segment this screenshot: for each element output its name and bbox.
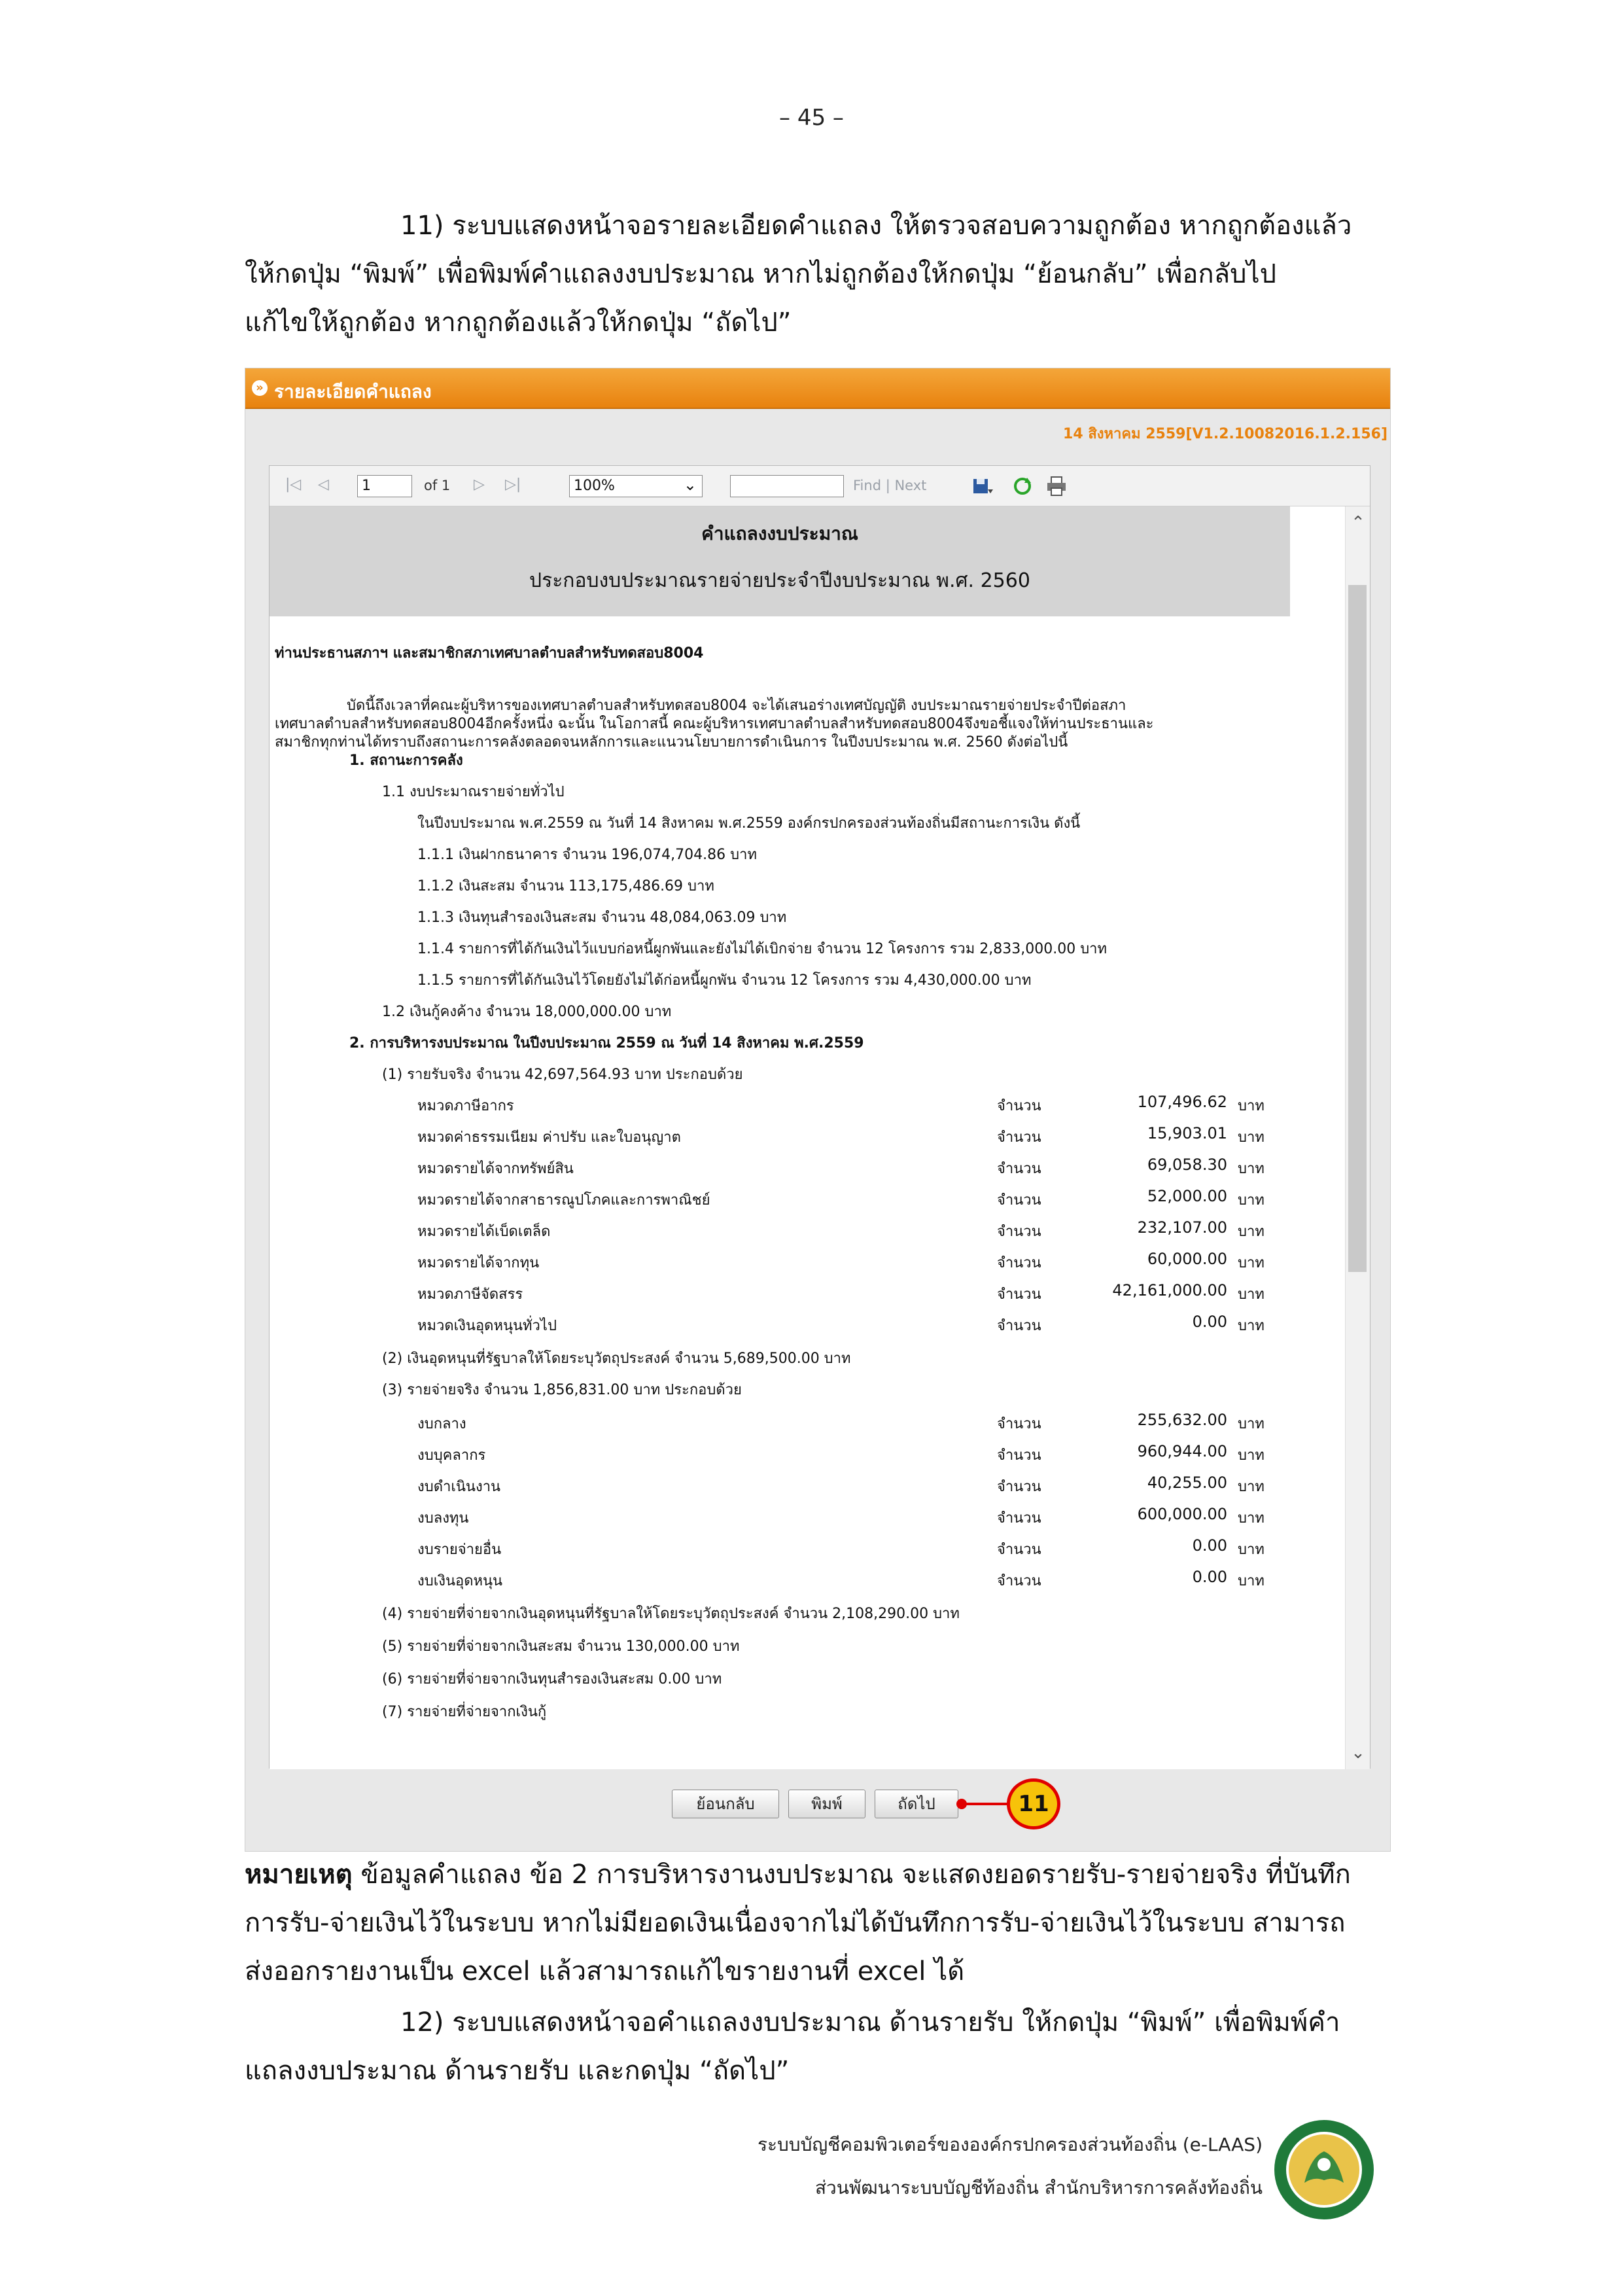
expense-amount: 960,944.00: [1137, 1442, 1227, 1460]
income-amount: 42,161,000.00: [1112, 1281, 1227, 1299]
step-12-paragraph: [245, 1998, 1386, 2095]
refresh-icon[interactable]: [1011, 475, 1034, 497]
income-unit: บาท: [1238, 1224, 1265, 1240]
income-label: หมวดรายได้จากทุน: [417, 1255, 540, 1271]
expense-word: จำนวน: [997, 1416, 1041, 1432]
section-1-1-4: 1.1.4 รายการที่ได้กันเงินไว้แบบก่อหนี้ผูกพันและยังไม่ได้เบิกจ่าย จำนวน 12 โครงการ รวม 2,833,000.00 บาท: [417, 941, 1108, 957]
expense-word: จำนวน: [997, 1542, 1041, 1558]
find-next-link[interactable]: Find | Next: [853, 478, 927, 493]
expense-label: งบบุคลากร: [417, 1447, 486, 1464]
scroll-thumb[interactable]: [1348, 585, 1367, 1272]
body-line-1: บัดนี้ถึงเวลาที่คณะผู้บริหารของเทศบาลตำบลสำหรับทดสอบ8004 จะได้เสนอร่างเทศบัญญัติ งบประมาณรายจ่ายประจำปีต่อสภา: [347, 698, 1126, 714]
next-page-icon[interactable]: ▷: [474, 476, 485, 493]
expense-word: จำนวน: [997, 1479, 1041, 1495]
chevron-right-icon: »: [252, 380, 268, 396]
report-content: [270, 506, 1346, 1769]
section-1-heading: 1. สถานะการคลัง: [349, 752, 463, 769]
section-1-1-1: 1.1.1 เงินฝากธนาคาร จำนวน 196,074,704.86 บาท: [417, 847, 757, 863]
body-line-3: สมาชิกทุกท่านได้ทราบถึงสถานะการคลังตลอดจนหลักการและแนวนโยบายการดำเนินการ ในปีงบประมาณ พ.ศ. 2560 ดังต่อไปนี้: [275, 734, 1068, 751]
expense-amount: 600,000.00: [1137, 1505, 1227, 1523]
footer-system-name: ระบบบัญชีคอมพิวเตอร์ขององค์กรปกครองส่วนท้องถิ่น (e-LAAS): [757, 2134, 1263, 2155]
note-line-2: การรับ-จ่ายเงินไว้ในระบบ หากไม่มียอดเงินเนื่องจากไม่ได้บันทึกการรับ-จ่ายเงินไว้ในระบบ สามารถ: [245, 1908, 1346, 1938]
income-word: จำนวน: [997, 1129, 1041, 1146]
income-word: จำนวน: [997, 1224, 1041, 1240]
note-line-3: ส่งออกรายงานเป็น excel แล้วสามารถแก้ไขรายงานที่ excel ได้: [245, 1956, 965, 1987]
last-page-icon[interactable]: ▷|: [505, 476, 521, 493]
expense-unit: บาท: [1238, 1447, 1265, 1464]
expense-word: จำนวน: [997, 1510, 1041, 1527]
expense-word: จำนวน: [997, 1447, 1041, 1464]
panel-title: รายละเอียดคำแถลง: [274, 381, 432, 402]
step-11-line-2: ให้กดปุ่ม “พิมพ์” เพื่อพิมพ์คำแถลงงบประมาณ หากไม่ถูกต้องให้กดปุ่ม “ย้อนกลับ” เพื่อกลับไป: [245, 259, 1277, 289]
callout-line: [960, 1803, 1011, 1805]
page-count-label: of 1: [424, 478, 451, 493]
footer-department: ส่วนพัฒนาระบบบัญชีท้องถิ่น สำนักบริหารการคลังท้องถิ่น: [814, 2177, 1263, 2199]
expense-amount: 0.00: [1192, 1536, 1227, 1555]
section-2-5: (5) รายจ่ายที่จ่ายจากเงินสะสม จำนวน 130,000.00 บาท: [382, 1638, 740, 1655]
income-word: จำนวน: [997, 1161, 1041, 1177]
income-amount: 232,107.00: [1137, 1218, 1227, 1237]
note-line-1-text: ข้อมูลคำแถลง ข้อ 2 การบริหารงานงบประมาณ จะแสดงยอดรายรับ-รายจ่ายจริง ที่บันทึก: [352, 1860, 1351, 1890]
income-unit: บาท: [1238, 1286, 1265, 1303]
report-toolbar: [270, 466, 1370, 506]
report-title: คำแถลงงบประมาณ: [701, 523, 858, 544]
income-label: หมวดรายได้เบ็ดเตล็ด: [417, 1224, 551, 1240]
income-amount: 15,903.01: [1147, 1124, 1227, 1142]
income-word: จำนวน: [997, 1255, 1041, 1271]
find-input[interactable]: [730, 475, 844, 497]
report-subtitle: ประกอบงบประมาณรายจ่ายประจำปีงบประมาณ พ.ศ. 2560: [529, 569, 1030, 592]
report-scrollbar[interactable]: [1345, 506, 1370, 1769]
next-button[interactable]: ถัดไป: [875, 1790, 958, 1818]
first-page-icon[interactable]: |◁: [285, 476, 302, 493]
income-label: หมวดรายได้จากสาธารณูปโภคและการพาณิชย์: [417, 1192, 710, 1209]
income-amount: 60,000.00: [1147, 1250, 1227, 1268]
print-button[interactable]: พิมพ์: [788, 1790, 865, 1818]
section-1-1-2: 1.1.2 เงินสะสม จำนวน 113,175,486.69 บาท: [417, 878, 714, 894]
report-viewer: [269, 465, 1370, 1769]
print-icon[interactable]: [1045, 475, 1068, 497]
expense-amount: 255,632.00: [1137, 1411, 1227, 1429]
step-11-line-1: 11) ระบบแสดงหน้าจอรายละเอียดคำแถลง ให้ตรวจสอบความถูกต้อง หากถูกต้องแล้ว: [400, 211, 1352, 241]
page-number-input[interactable]: 1: [357, 475, 412, 497]
expense-amount: 0.00: [1192, 1568, 1227, 1586]
income-unit: บาท: [1238, 1161, 1265, 1177]
note-line-1: [245, 1850, 1386, 1899]
expense-label: งบลงทุน: [417, 1510, 469, 1527]
expense-label: งบรายจ่ายอื่น: [417, 1542, 502, 1558]
statement-detail-panel: [245, 368, 1391, 1852]
expense-amount: 40,255.00: [1147, 1474, 1227, 1492]
scroll-down-icon[interactable]: ⌄: [1351, 1743, 1365, 1763]
section-2-3: (3) รายจ่ายจริง จำนวน 1,856,831.00 บาท ประกอบด้วย: [382, 1382, 742, 1398]
expense-label: งบดำเนินงาน: [417, 1479, 501, 1495]
income-word: จำนวน: [997, 1098, 1041, 1114]
body-line-2: เทศบาลตำบลสำหรับทดสอบ8004อีกครั้งหนึ่ง ฉะนั้น ในโอกาสนี้ คณะผู้บริหารเทศบาลตำบลสำหรับทดสอบ8004จึงขอชี้แจงให้ท่านประธานและ: [275, 716, 1154, 732]
income-label: หมวดเงินอุดหนุนทั่วไป: [417, 1318, 557, 1334]
section-1-1-3: 1.1.3 เงินทุนสำรองเงินสะสม จำนวน 48,084,063.09 บาท: [417, 910, 787, 926]
expense-unit: บาท: [1238, 1479, 1265, 1495]
income-label: หมวดภาษีจัดสรร: [417, 1286, 523, 1303]
section-2-6: (6) รายจ่ายที่จ่ายจากเงินทุนสำรองเงินสะสม 0.00 บาท: [382, 1671, 722, 1687]
scroll-up-icon[interactable]: ⌃: [1351, 513, 1365, 533]
panel-header: [245, 368, 1390, 409]
section-1-1-intro: ในปีงบประมาณ พ.ศ.2559 ณ วันที่ 14 สิงหาคม พ.ศ.2559 องค์กรปกครองส่วนท้องถิ่นมีสถานะการเงิน ดังนี้: [417, 815, 1081, 832]
section-2-4: (4) รายจ่ายที่จ่ายจากเงินอุดหนุนที่รัฐบาลให้โดยระบุวัตถุประสงค์ จำนวน 2,108,290.00 บาท: [382, 1606, 960, 1622]
income-amount: 107,496.62: [1137, 1093, 1227, 1111]
section-2-1: (1) รายรับจริง จำนวน 42,697,564.93 บาท ประกอบด้วย: [382, 1067, 743, 1083]
income-word: จำนวน: [997, 1318, 1041, 1334]
expense-unit: บาท: [1238, 1510, 1265, 1527]
expense-word: จำนวน: [997, 1573, 1041, 1589]
expense-label: งบเงินอุดหนุน: [417, 1573, 503, 1589]
note-paragraph: [245, 1850, 1386, 1996]
department-logo-icon: [1272, 2117, 1376, 2222]
expense-label: งบกลาง: [417, 1416, 466, 1432]
back-button[interactable]: ย้อนกลับ: [672, 1790, 779, 1818]
income-amount: 0.00: [1192, 1313, 1227, 1331]
report-header: [270, 506, 1290, 616]
income-unit: บาท: [1238, 1255, 1265, 1271]
expense-unit: บาท: [1238, 1542, 1265, 1558]
section-2-7: (7) รายจ่ายที่จ่ายจากเงินกู้: [382, 1704, 547, 1720]
income-unit: บาท: [1238, 1098, 1265, 1114]
income-label: หมวดภาษีอากร: [417, 1098, 514, 1114]
chevron-down-icon: ⌄: [683, 476, 697, 494]
version-label: 14 สิงหาคม 2559[V1.2.10082016.1.2.156]: [1063, 426, 1387, 442]
income-amount: 69,058.30: [1147, 1156, 1227, 1174]
section-1-2: 1.2 เงินกู้คงค้าง จำนวน 18,000,000.00 บาท: [382, 1004, 672, 1020]
export-icon[interactable]: [971, 475, 993, 497]
income-word: จำนวน: [997, 1286, 1041, 1303]
section-1-1-5: 1.1.5 รายการที่ได้กันเงินไว้โดยยังไม่ได้ก่อหนี้ผูกพัน จำนวน 12 โครงการ รวม 4,430,000.00 บาท: [417, 972, 1032, 989]
income-unit: บาท: [1238, 1192, 1265, 1209]
zoom-value: 100%: [574, 478, 615, 494]
note-label: หมายเหตุ: [245, 1860, 353, 1890]
step-11-line-3: แก้ไขให้ถูกต้อง หากถูกต้องแล้วให้กดปุ่ม “ถัดไป”: [245, 308, 792, 338]
income-unit: บาท: [1238, 1318, 1265, 1334]
zoom-select[interactable]: [569, 475, 703, 497]
section-1-1: 1.1 งบประมาณรายจ่ายทั่วไป: [382, 784, 565, 800]
salutation: ท่านประธานสภาฯ และสมาชิกสภาเทศบาลตำบลสำหรับทดสอบ8004: [275, 645, 704, 662]
step-11-paragraph: [245, 202, 1386, 347]
expense-unit: บาท: [1238, 1416, 1265, 1432]
step-12-line-2: แถลงงบประมาณ ด้านรายรับ และกดปุ่ม “ถัดไป”: [245, 2056, 790, 2086]
income-word: จำนวน: [997, 1192, 1041, 1209]
income-label: หมวดค่าธรรมเนียม ค่าปรับ และใบอนุญาต: [417, 1129, 681, 1146]
income-amount: 52,000.00: [1147, 1187, 1227, 1205]
section-2-2: (2) เงินอุดหนุนที่รัฐบาลให้โดยระบุวัตถุประสงค์ จำนวน 5,689,500.00 บาท: [382, 1351, 851, 1367]
step-12-line-1: 12) ระบบแสดงหน้าจอคำแถลงงบประมาณ ด้านรายรับ ให้กดปุ่ม “พิมพ์” เพื่อพิมพ์คำ: [400, 2007, 1340, 2038]
page-number: – 45 –: [779, 105, 844, 131]
step-callout-badge: 11: [1007, 1778, 1060, 1829]
expense-unit: บาท: [1238, 1573, 1265, 1589]
prev-page-icon[interactable]: ◁: [318, 476, 329, 493]
section-2-heading: 2. การบริหารงบประมาณ ในปีงบประมาณ 2559 ณ วันที่ 14 สิงหาคม พ.ศ.2559: [349, 1035, 864, 1051]
income-unit: บาท: [1238, 1129, 1265, 1146]
income-label: หมวดรายได้จากทรัพย์สิน: [417, 1161, 574, 1177]
